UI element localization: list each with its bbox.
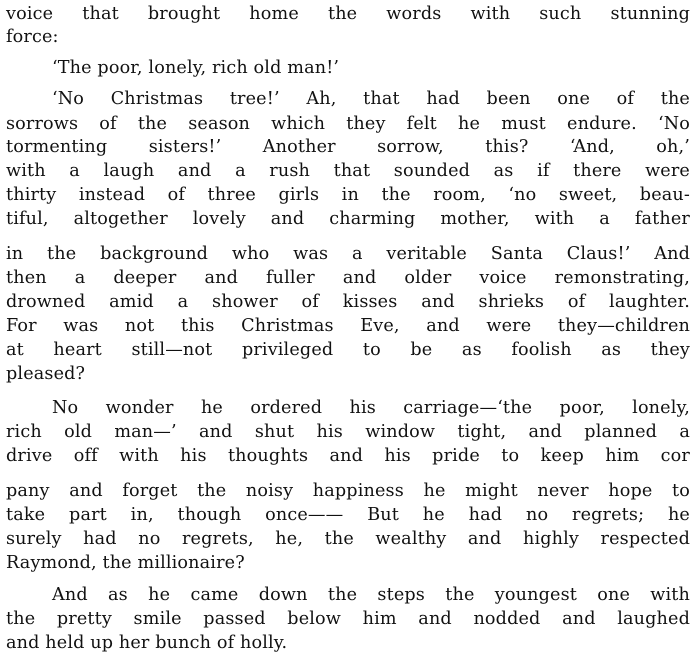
- text-line: drive off with his thoughts and his pride to keep him cor: [6, 446, 690, 466]
- text-line: pany and forget the noisy happiness he might never hope to: [6, 481, 690, 501]
- text-line: tormenting sisters!’ Another sorrow, this? ‘And, oh,’: [6, 137, 690, 157]
- text-line: And as he came down the steps the youngest one with: [52, 585, 690, 605]
- text-line: with a laugh and a rush that sounded as if there were: [6, 161, 690, 181]
- text-line: No wonder he ordered his carriage—‘the poor, lonely,: [52, 398, 690, 418]
- text-line: take part in, though once—— But he had no regrets; he: [6, 505, 690, 525]
- text-line: then a deeper and fuller and older voice remonstrating,: [6, 268, 690, 288]
- text-line: voice that brought home the words with such stunning: [6, 4, 690, 24]
- text-line: force:: [6, 27, 59, 47]
- text-line: sorrows of the season which they felt he must endure. ‘No: [6, 114, 690, 134]
- text-line: in the background who was a veritable Santa Claus!’ And: [6, 244, 690, 264]
- text-line: drowned amid a shower of kisses and shrieks of laughter.: [6, 292, 690, 312]
- text-line: ‘The poor, lonely, rich old man!’: [52, 58, 340, 78]
- text-line: thirty instead of three girls in the room, ‘no sweet, beau-: [6, 185, 690, 205]
- text-line: ‘No Christmas tree!’ Ah, that had been one of the: [52, 89, 690, 109]
- text-line: and held up her bunch of holly.: [6, 633, 288, 653]
- text-line: surely had no regrets, he, the wealthy and highly respected: [6, 529, 690, 549]
- text-line: at heart still—not privileged to be as foolish as they: [6, 340, 690, 360]
- text-line: tiful, altogether lovely and charming mother, with a father: [6, 209, 690, 229]
- text-line: For was not this Christmas Eve, and were they—children: [6, 316, 690, 336]
- text-line: the pretty smile passed below him and nodded and laughed: [6, 609, 690, 629]
- text-line: Raymond, the millionaire?: [6, 553, 245, 573]
- text-line: pleased?: [6, 364, 86, 384]
- text-line: rich old man—’ and shut his window tight, and planned a: [6, 422, 690, 442]
